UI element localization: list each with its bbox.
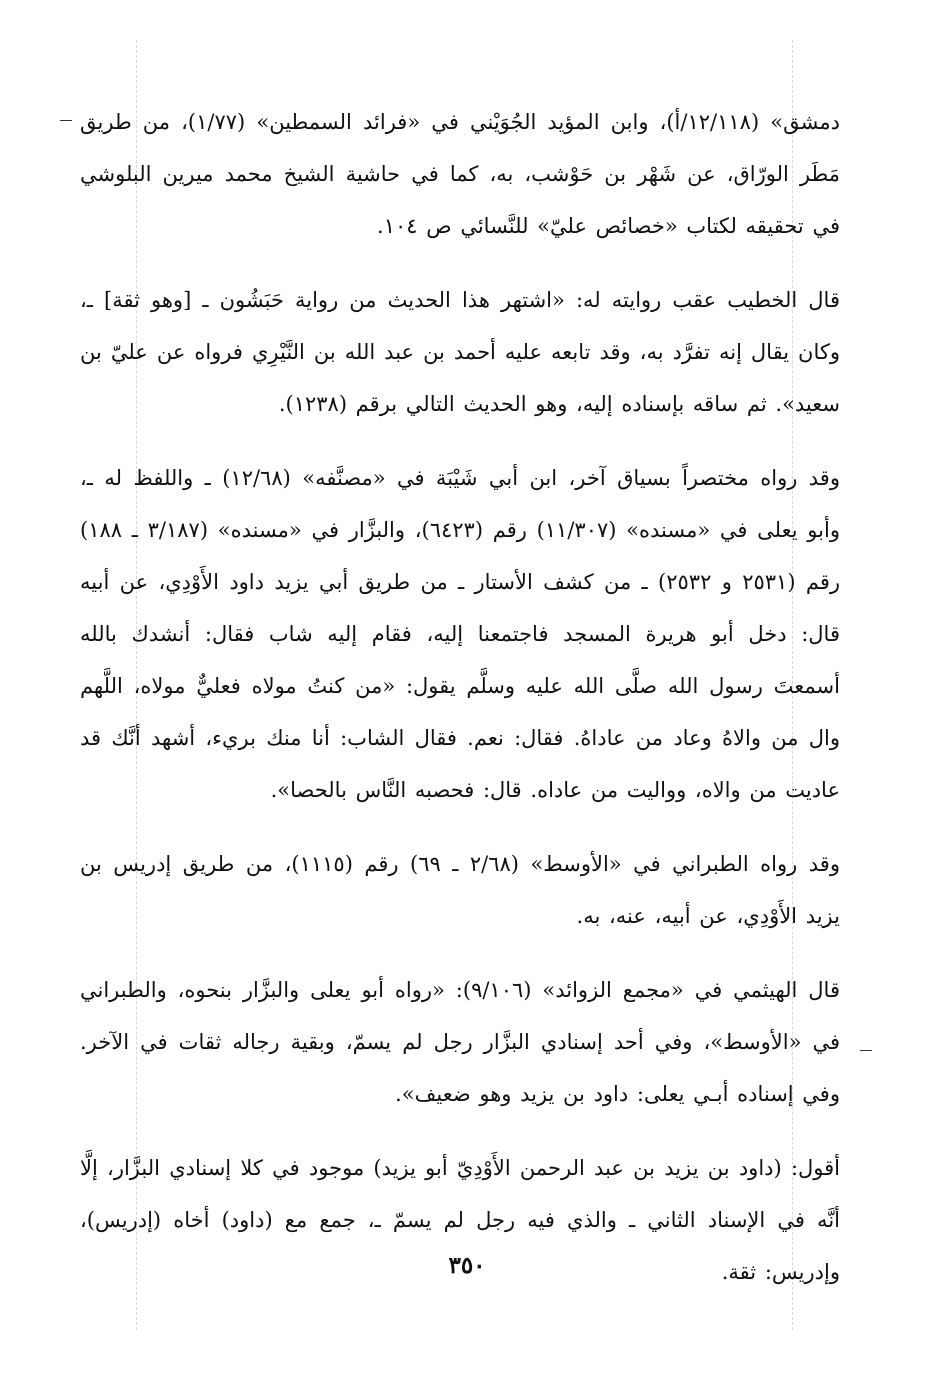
paragraph-5: قال الهيثمي في «مجمع الزوائد» (٩/١٠٦): «رواه أبو يعلى والبزَّار بنحوه، والطبراني في «الأوسط»، وفي أحد إسنادي البزَّار رجل لم يسمّ، وبقية رجاله ثقات في الآخر. وفي إسناده أبـي يعلى: داود بن يزيد وهو ضعيف».: [80, 978, 840, 1106]
paragraph-4: وقد رواه الطبراني في «الأوسط» (٢/٦٨ ـ ٦٩) رقم (١١١٥)، من طريق إدريس بن يزيد الأَوْدِي، عن أبيه، عنه، به.: [80, 852, 840, 928]
page-number: ٣٥٠: [448, 1252, 486, 1279]
crop-mark: [60, 120, 72, 121]
paragraph-3: وقد رواه مختصراً بسياق آخر، ابن أبي شَيْبَة في «مصنَّفه» (١٢/٦٨) ـ واللفظ له ـ، وأبو يعلى في «مسنده» (١١/٣٠٧) رقم (٦٤٢٣)، والبزَّار في «مسنده» (٣/١٨٧ ـ ١٨٨) رقم (٢٥٣١ و ٢٥٣٢) ـ من كشف الأستار ـ من طريق أبي يزيد داود الأَوْدِي، عن أبيه قال: دخل أبو هريرة المسجد فاجتمعنا إليه، فقام إليه شاب فقال: أنشدك بالله أسمعتَ رسول الله صلَّى الله عليه وسلَّم يقول: «من كنتُ مولاه فعليٌّ مولاه، اللَّهم وال من والاهُ وعاد من عاداهُ. فقال: نعم. فقال الشاب: أنا منك بريء، أشهد أنَّك قد عاديت من والاه، وواليت من عاداه. قال: فحصبه النَّاس بالحصا».: [80, 466, 840, 802]
crop-mark: [860, 1050, 872, 1051]
page-body: [80, 96, 840, 1320]
paragraph-6: أقول: (داود بن يزيد بن عبد الرحمن الأَوْدِيّ أبو يزيد) موجود في كلا إسنادي البزَّار، إلَّا أنَّه في الإسناد الثاني ـ والذي فيه رجل لم يسمّ ـ، جمع مع (داود) أخاه (إدريس)، وإدريس: ثقة.: [80, 1156, 840, 1284]
paragraph-1: دمشق» (١٢/١١٨/أ)، وابن المؤيد الجُوَيْني في «فرائد السمطين» (١/٧٧)، من طريق مَطَر الورّاق، عن شَهْر بن حَوْشب، به، كما في حاشية الشيخ محمد ميرين البلوشي في تحقيقه لكتاب «خصائص عليّ» للنَّسائي ص ١٠٤.: [80, 110, 840, 238]
paragraph-2: قال الخطيب عقب روايته له: «اشتهر هذا الحديث من رواية حَبَشُون ـ [وهو ثقة] ـ، وكان يقال إنه تفرَّد به، وقد تابعه عليه أحمد بن عبد الله بن النَّيْرِي فرواه عن عليّ بن سعيد». ثم ساقه بإسناده إليه، وهو الحديث التالي برقم (١٢٣٨).: [80, 288, 840, 416]
